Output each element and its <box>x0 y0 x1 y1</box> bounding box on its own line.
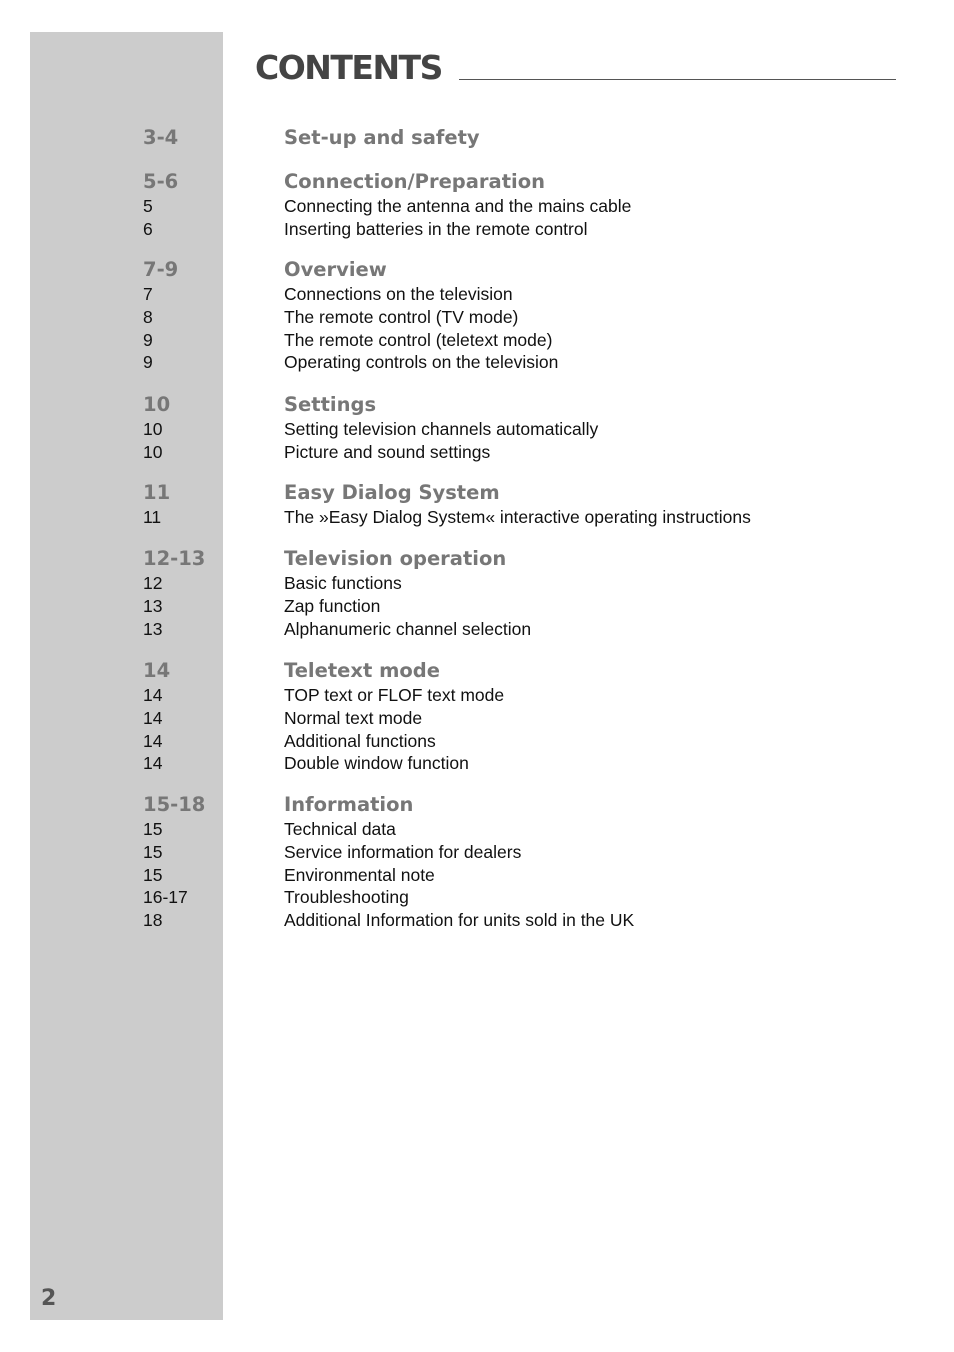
entry-title: The remote control (TV mode) <box>284 306 519 327</box>
entry-page-number: 8 <box>143 306 153 327</box>
entry-page-number: 7 <box>143 284 153 304</box>
entry-page-number: 16-17 <box>143 887 188 908</box>
toc-section <box>0 124 954 151</box>
entry-page-number: 14 <box>143 707 163 728</box>
entry-page-number: 10 <box>143 441 163 462</box>
entry-page-number: 10 <box>143 419 163 439</box>
entry-title: Basic functions <box>284 573 402 593</box>
toc-section-heading <box>0 479 954 506</box>
toc-section <box>0 391 954 464</box>
entry-page-number: 15 <box>143 841 163 862</box>
entry-title: TOP text or FLOF text mode <box>284 685 505 705</box>
toc-entry <box>0 572 954 595</box>
entry-title: Operating controls on the television <box>284 352 559 373</box>
toc-entry <box>0 506 954 529</box>
section-page-range: 15-18 <box>143 793 206 816</box>
toc-entry <box>0 329 954 352</box>
toc-section <box>0 791 954 932</box>
title-rule <box>459 79 896 80</box>
section-page-range: 12-13 <box>143 547 206 570</box>
entry-page-number: 14 <box>143 685 163 705</box>
entry-title: Additional Information for units sold in the UK <box>284 910 635 931</box>
section-title: Overview <box>284 258 387 281</box>
section-title: Settings <box>284 393 377 416</box>
toc-entry <box>0 684 954 707</box>
section-page-range: 10 <box>143 393 171 416</box>
toc-section <box>0 479 954 529</box>
toc-entry <box>0 752 954 775</box>
entry-page-number: 13 <box>143 618 163 639</box>
entry-title: Inserting batteries in the remote control <box>284 218 588 239</box>
entry-page-number: 6 <box>143 218 153 239</box>
toc-entry <box>0 195 954 218</box>
section-page-range: 7-9 <box>143 258 179 281</box>
section-title: Easy Dialog System <box>284 481 500 504</box>
entry-page-number: 15 <box>143 864 163 885</box>
entry-page-number: 13 <box>143 595 163 616</box>
toc-section-heading <box>0 168 954 195</box>
toc-entry <box>0 886 954 909</box>
entry-title: Setting television channels automatically <box>284 419 599 439</box>
entry-title: Connections on the television <box>284 284 513 304</box>
toc-entry <box>0 618 954 641</box>
section-title: Connection/Preparation <box>284 170 545 193</box>
toc-section <box>0 545 954 640</box>
toc-entry <box>0 351 954 374</box>
toc-entry <box>0 707 954 730</box>
entry-title: Service information for dealers <box>284 841 522 862</box>
section-title: Information <box>284 793 414 816</box>
entry-page-number: 14 <box>143 753 163 774</box>
entry-title: The »Easy Dialog System« interactive operating instructions <box>284 507 751 527</box>
entry-title: Double window function <box>284 753 469 774</box>
page-number: 2 <box>41 1286 57 1311</box>
entry-page-number: 9 <box>143 352 153 373</box>
entry-title: Troubleshooting <box>284 887 409 908</box>
toc-section-heading <box>0 657 954 684</box>
section-title: Teletext mode <box>284 659 440 682</box>
toc-entry <box>0 818 954 841</box>
toc-entry <box>0 283 954 306</box>
section-page-range: 14 <box>143 659 171 682</box>
toc-section <box>0 256 954 374</box>
toc-entry <box>0 306 954 329</box>
section-title: Television operation <box>284 547 507 570</box>
section-page-range: 11 <box>143 481 171 504</box>
entry-page-number: 9 <box>143 329 153 350</box>
page-header <box>255 48 896 88</box>
entry-page-number: 12 <box>143 573 163 593</box>
toc-section <box>0 657 954 775</box>
entry-page-number: 15 <box>143 819 163 839</box>
toc-entry <box>0 730 954 753</box>
toc-entry <box>0 909 954 932</box>
toc-section-heading <box>0 391 954 418</box>
toc-section-heading <box>0 124 954 151</box>
section-title: Set-up and safety <box>284 126 480 149</box>
toc-section-heading <box>0 791 954 818</box>
entry-page-number: 11 <box>143 507 162 527</box>
entry-title: Connecting the antenna and the mains cable <box>284 196 632 216</box>
toc-entry <box>0 841 954 864</box>
section-page-range: 3-4 <box>143 126 179 149</box>
entry-page-number: 5 <box>143 196 153 216</box>
entry-page-number: 14 <box>143 730 163 751</box>
toc-entry <box>0 595 954 618</box>
entry-title: Alphanumeric channel selection <box>284 618 532 639</box>
entry-title: Additional functions <box>284 730 436 751</box>
toc-section-heading <box>0 256 954 283</box>
entry-title: Technical data <box>284 819 396 839</box>
entry-title: Normal text mode <box>284 707 423 728</box>
toc-entry <box>0 864 954 887</box>
entry-title: The remote control (teletext mode) <box>284 329 553 350</box>
section-page-range: 5-6 <box>143 170 179 193</box>
toc-entry <box>0 441 954 464</box>
page-title: CONTENTS <box>255 48 442 87</box>
toc-entry <box>0 218 954 241</box>
entry-title: Zap function <box>284 595 381 616</box>
toc-section <box>0 168 954 241</box>
entry-title: Picture and sound settings <box>284 441 491 462</box>
entry-page-number: 18 <box>143 910 163 931</box>
entry-title: Environmental note <box>284 864 435 885</box>
toc-section-heading <box>0 545 954 572</box>
toc-entry <box>0 418 954 441</box>
